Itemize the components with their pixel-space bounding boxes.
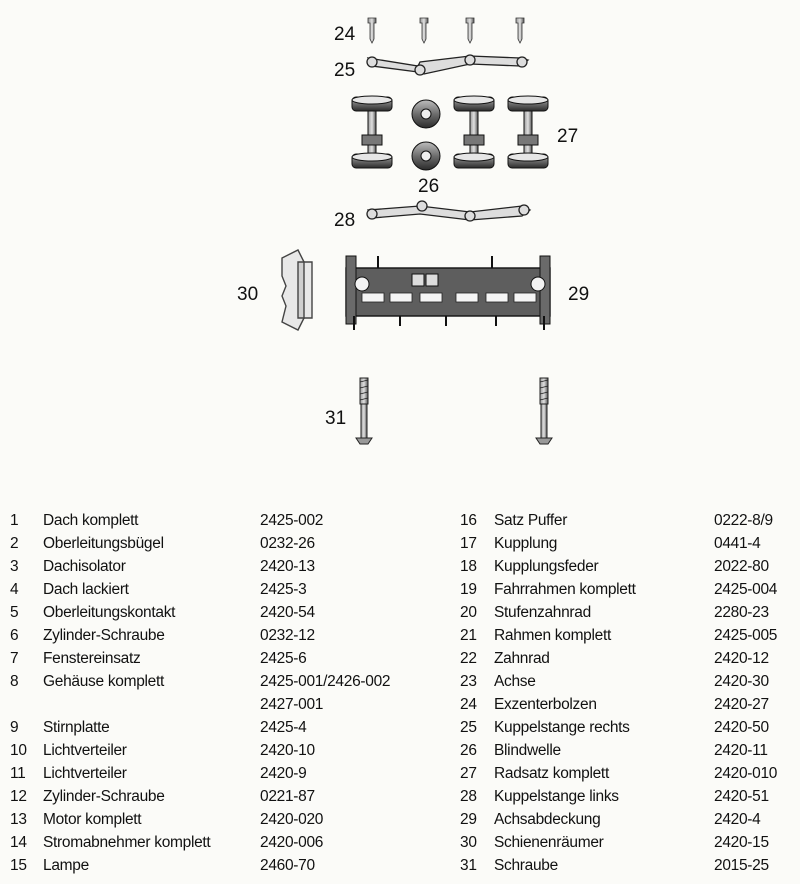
part-number: 1 — [10, 512, 19, 529]
part-name: Dachisolator — [43, 558, 126, 575]
figure-label-25: 25 — [334, 60, 356, 81]
part-code: 2022-80 — [714, 558, 769, 575]
part-number: 8 — [10, 673, 19, 690]
part-code: 2015-25 — [714, 857, 769, 874]
part-number: 2 — [10, 535, 19, 552]
part-code: 2420-27 — [714, 696, 769, 713]
part-code: 2420-4 — [714, 811, 761, 828]
part-name: Rahmen komplett — [494, 627, 611, 644]
coupling-rod-right — [367, 55, 528, 75]
part-number: 16 — [460, 512, 477, 529]
part-code: 2420-12 — [714, 650, 769, 667]
part-name: Gehäuse komplett — [43, 673, 164, 690]
part-number: 4 — [10, 581, 19, 598]
part-number: 31 — [460, 857, 477, 874]
part-code: 0222-8/9 — [714, 512, 773, 529]
part-code: 2420-54 — [260, 604, 315, 621]
part-name: Zahnrad — [494, 650, 550, 667]
blind-shaft-discs — [412, 100, 440, 170]
part-name: Oberleitungsbügel — [43, 535, 164, 552]
part-code: 2420-11 — [714, 742, 768, 759]
part-number: 28 — [460, 788, 477, 805]
part-name: Stirnplatte — [43, 719, 110, 736]
part-name: Dach komplett — [43, 512, 139, 529]
figure-label-26: 26 — [418, 176, 440, 197]
rail-guard — [282, 250, 312, 330]
part-name: Achse — [494, 673, 536, 690]
part-name: Stufenzahnrad — [494, 604, 591, 621]
part-name: Radsatz komplett — [494, 765, 609, 782]
part-name: Achsabdeckung — [494, 811, 601, 828]
part-code: 2280-23 — [714, 604, 769, 621]
part-number: 29 — [460, 811, 477, 828]
coupling-rod-left — [367, 201, 530, 221]
part-number: 25 — [460, 719, 477, 736]
part-code: 2420-30 — [714, 673, 769, 690]
part-number: 6 — [10, 627, 19, 644]
part-number: 7 — [10, 650, 19, 667]
part-code: 0441-4 — [714, 535, 761, 552]
part-number: 30 — [460, 834, 477, 851]
part-name: Oberleitungskontakt — [43, 604, 176, 621]
part-number: 9 — [10, 719, 19, 736]
part-number: 15 — [10, 857, 27, 874]
figure-label-31: 31 — [325, 408, 347, 429]
part-number: 10 — [10, 742, 27, 759]
part-code: 2420-50 — [714, 719, 769, 736]
part-code: 2425-005 — [714, 627, 778, 644]
part-number: 13 — [10, 811, 27, 828]
part-name: Schienenräumer — [494, 834, 604, 851]
part-number: 23 — [460, 673, 477, 690]
part-code: 2420-020 — [260, 811, 324, 828]
part-code: 2425-004 — [714, 581, 778, 598]
part-number: 22 — [460, 650, 477, 667]
part-number: 12 — [10, 788, 27, 805]
part-code: 2425-3 — [260, 581, 307, 598]
part-code: 0232-12 — [260, 627, 315, 644]
part-code: 2425-001/2426-002 — [260, 673, 391, 690]
part-name: Schraube — [494, 857, 558, 874]
wheelset-group — [352, 96, 548, 168]
part-code: 2420-010 — [714, 765, 778, 782]
part-code: 2425-6 — [260, 650, 307, 667]
screws — [356, 378, 552, 444]
part-name: Kupplung — [494, 535, 558, 552]
figure-label-29: 29 — [568, 284, 590, 305]
part-name: Motor komplett — [43, 811, 142, 828]
part-name: Kupplungsfeder — [494, 558, 599, 575]
part-code: 2427-001 — [260, 696, 324, 713]
part-code: 2420-006 — [260, 834, 324, 851]
part-number: 19 — [460, 581, 477, 598]
part-name: Kuppelstange links — [494, 788, 619, 805]
part-name: Fenstereinsatz — [43, 650, 141, 667]
part-code: 2420-51 — [714, 788, 769, 805]
figure-label-27: 27 — [557, 126, 579, 147]
part-name: Zylinder-Schraube — [43, 627, 165, 644]
part-name: Blindwelle — [494, 742, 561, 759]
eccentric-pins — [368, 18, 524, 43]
part-name: Zylinder-Schraube — [43, 788, 165, 805]
part-number: 17 — [460, 535, 477, 552]
part-name: Stromabnehmer komplett — [43, 834, 211, 851]
part-number: 11 — [10, 765, 26, 782]
part-code: 2420-15 — [714, 834, 769, 851]
part-code: 2460-70 — [260, 857, 315, 874]
part-name: Kuppelstange rechts — [494, 719, 630, 736]
part-number: 24 — [460, 696, 477, 713]
part-code: 0221-87 — [260, 788, 315, 805]
part-name: Fahrrahmen komplett — [494, 581, 636, 598]
part-number: 3 — [10, 558, 19, 575]
part-code: 2420-13 — [260, 558, 315, 575]
part-number: 26 — [460, 742, 477, 759]
part-number: 27 — [460, 765, 477, 782]
part-name: Lichtverteiler — [43, 765, 127, 782]
part-code: 0232-26 — [260, 535, 315, 552]
part-number: 18 — [460, 558, 477, 575]
part-number: 5 — [10, 604, 19, 621]
part-code: 2420-9 — [260, 765, 307, 782]
part-name: Exzenterbolzen — [494, 696, 597, 713]
part-name: Dach lackiert — [43, 581, 129, 598]
figure-label-28: 28 — [334, 210, 356, 231]
part-code: 2425-002 — [260, 512, 324, 529]
figure-label-30: 30 — [237, 284, 259, 305]
part-name: Lampe — [43, 857, 89, 874]
part-number: 14 — [10, 834, 27, 851]
part-number: 20 — [460, 604, 477, 621]
part-code: 2425-4 — [260, 719, 307, 736]
part-number: 21 — [460, 627, 477, 644]
part-name: Satz Puffer — [494, 512, 568, 529]
part-name: Lichtverteiler — [43, 742, 127, 759]
part-code: 2420-10 — [260, 742, 315, 759]
axle-cover — [346, 256, 550, 330]
figure-label-24: 24 — [334, 24, 356, 45]
